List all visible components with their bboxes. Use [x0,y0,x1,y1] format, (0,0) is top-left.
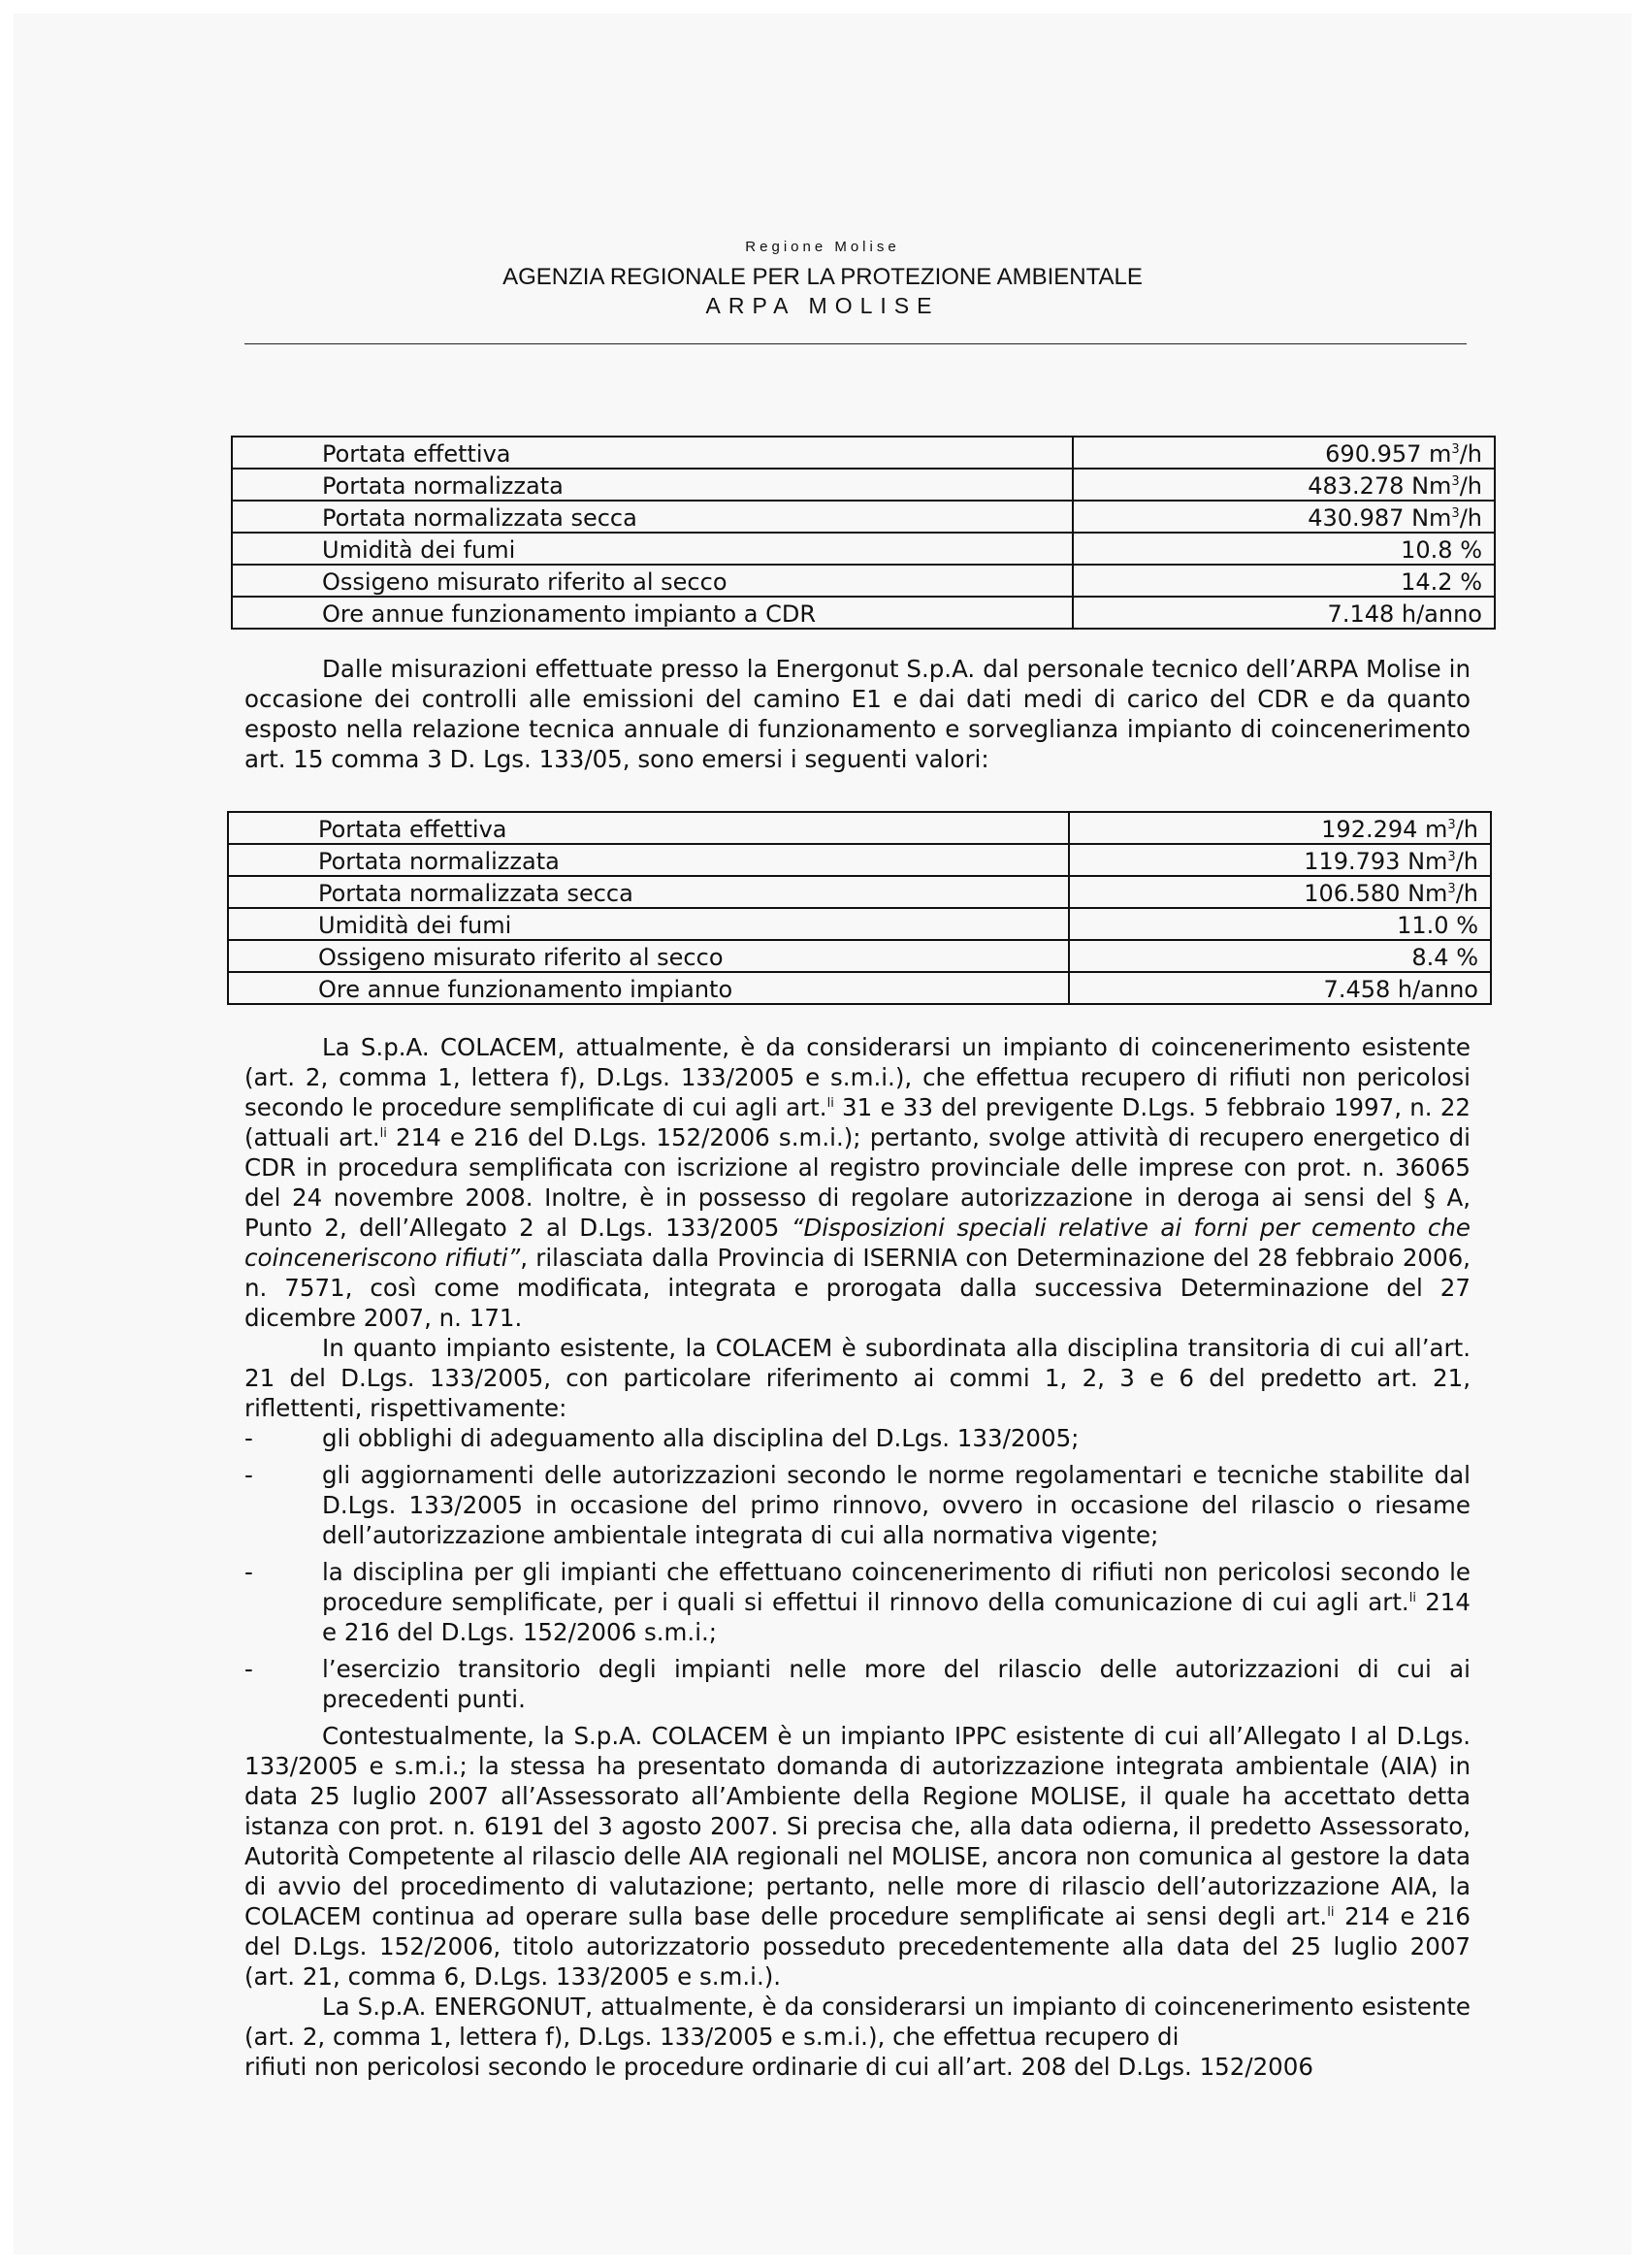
table-row [232,501,1495,533]
value-unit: Nm [1400,848,1448,875]
superscript: li [1408,1591,1416,1605]
paragraph-transitory-discipline: In quanto impianto esistente, la COLACEM è subordinata alla disciplina transitoria di cui all’art. 21 del D.Lgs. 133/2005, con particolare riferimento ai commi 1, 2, 3 e 6 del predetto art. 21, riflettenti, rispettivamente: [244,1334,1471,1422]
value-number: 7.148 h/anno [1327,600,1482,628]
value-unit: Nm [1400,880,1448,907]
row-label: Ossigeno misurato riferito al secco [228,940,1069,972]
row-label: Portata effettiva [232,437,1073,469]
unit-exponent: 3 [1451,506,1460,521]
value-unit: /h [1459,440,1482,468]
row-label: Ore annue funzionamento impianto [228,972,1069,1004]
list-item [244,1654,1471,1714]
row-value [1073,437,1495,469]
bullet-marker: - [244,1424,253,1452]
intro-paragraph: Dalle misurazioni effettuate presso la Energonut S.p.A. dal personale tecnico dell’ARPA Molise in occasione dei controlli alle emissioni del camino E1 e dai dati medi di carico del CDR e da quanto esposto nella relazione tecnica annuale di funzionamento e sorveglianza impianto di coincenerimento art. 15 comma 3 D. Lgs. 133/05, sono emersi i seguenti valori: [244,655,1471,773]
value-number: 11.0 % [1397,912,1478,939]
paragraph-ippc [244,1721,1471,1992]
table-row [228,876,1491,908]
value-number: 106.580 [1304,880,1401,907]
row-label: Portata normalizzata [232,469,1073,501]
value-number: 7.458 h/anno [1323,976,1478,1003]
value-number: 690.957 [1325,440,1422,468]
row-value [1073,469,1495,501]
row-label: Portata normalizzata [228,844,1069,876]
superscript: li [379,1126,387,1141]
row-value [1069,812,1491,844]
row-value [1069,908,1491,940]
superscript: li [826,1096,834,1111]
unit-exponent: 3 [1451,474,1460,489]
list-item-text: la disciplina per gli impianti che effettuano coincenerimento di rifiuti non pericolosi secondo le procedure semplificate, per i quali si effettui il rinnovo della comunicazione di cui agli art. [322,1558,1471,1616]
list-item-text: 214 e 216 del D.Lgs. 152/2006 s.m.i.; [322,1588,1471,1646]
row-label: Ore annue funzionamento impianto a CDR [232,597,1073,629]
value-number: 192.294 [1321,816,1418,843]
header-divider [244,343,1467,344]
value-unit: /h [1455,880,1478,907]
document-page [14,14,1632,2254]
value-unit: /h [1459,472,1482,500]
agency-name: AGENZIA REGIONALE PER LA PROTEZIONE AMBIENTALE [502,264,1143,290]
bullet-marker: - [244,1655,253,1683]
value-number: 119.793 [1304,848,1401,875]
unit-exponent: 3 [1447,818,1456,832]
text-run: La S.p.A. COLACEM, attualmente, è da considerarsi un impianto di coincenerimento esistente (art. 2, comma 1, lettera f), D.Lgs. 133/2005 e s.m.i.), che effettua recupero di rifiuti non pericolosi secondo le procedure semplificate di cui agli art. [244,1033,1471,1121]
list-item [244,1557,1471,1647]
table-row [232,533,1495,565]
value-number: 8.4 % [1411,944,1478,971]
list-item-text: gli aggiornamenti delle autorizzazioni secondo le norme regolamentari e tecniche stabilite dal D.Lgs. 133/2005 in occasione del primo rinnovo, ovvero in occasione del rilascio o riesame dell’autorizzazione ambientale integrata di cui alla normativa vigente; [322,1461,1471,1549]
text-run: 31 e 33 del previgente D.Lgs. 5 febbraio 1997, n. 22 (attuali art. [244,1093,1471,1151]
paragraph-colacem-status [244,1032,1471,1333]
table-row [228,972,1491,1004]
region-name: Regione Molise [745,239,900,255]
value-number: 10.8 % [1401,536,1482,564]
list-item-text: l’esercizio transitorio degli impianti nelle more del rilascio delle autorizzazioni di cui ai precedenti punti. [322,1655,1471,1713]
value-unit: m [1417,816,1448,843]
row-label: Umidità dei fumi [232,533,1073,565]
value-number: 14.2 % [1401,568,1482,596]
table-row [228,908,1491,940]
list-item [244,1423,1471,1453]
table-row [232,437,1495,469]
row-label: Portata normalizzata secca [232,501,1073,533]
row-value [1069,844,1491,876]
row-value [1069,972,1491,1004]
bullet-marker: - [244,1558,253,1586]
row-label: Portata effettiva [228,812,1069,844]
row-value [1073,533,1495,565]
table-row [228,940,1491,972]
row-label: Portata normalizzata secca [228,876,1069,908]
text-run: 214 e 216 del D.Lgs. 152/2006, titolo autorizzatorio posseduto precedentemente alla data del 25 luglio 2007 (art. 21, comma 6, D.Lgs. 133/2005 e s.m.i.). [244,1902,1471,1991]
measurements-table-2 [227,811,1492,1005]
value-unit: Nm [1404,504,1452,532]
row-value [1073,501,1495,533]
table-row [232,565,1495,597]
table-row [232,469,1495,501]
measurements-table-1 [231,436,1496,630]
text-run: , rilasciata dalla Provincia di ISERNIA con Determinazione del 28 febbraio 2006, n. 7571, così come modificata, integrata e prorogata dalla successiva Determinazione del 27 dicembre 2007, n. 171. [244,1244,1471,1332]
body-text [244,1032,1471,2081]
row-value [1073,597,1495,629]
bullet-list [244,1423,1471,1714]
bullet-marker: - [244,1461,253,1489]
row-value [1069,940,1491,972]
value-unit: /h [1459,504,1482,532]
unit-exponent: 3 [1447,882,1456,896]
text-run: Contestualmente, la S.p.A. COLACEM è un impianto IPPC esistente di cui all’Allegato I al D.Lgs. 133/2005 e s.m.i.; la stessa ha presentato domanda di autorizzazione integrata ambientale (AIA) in data 25 luglio 2007 all’Assessorato all’Ambiente della Regione MOLISE, il quale ha accettato detta istanza con prot. n. 6191 del 3 agosto 2007. Si precisa che, alla data odierna, il predetto Assessorato, Autorità Competente al rilascio delle AIA regionali nel MOLISE, ancora non comunica al gestore la data di avvio del procedimento di valutazione; pertanto, nelle more di rilascio dell’autorizzazione AIA, la COLACEM continua ad operare sulla base delle procedure semplificate ai sensi degli art. [244,1722,1471,1930]
value-unit: /h [1455,848,1478,875]
text-run: 214 e 216 del D.Lgs. 152/2006 s.m.i.); pertanto, svolge attività di recupero energetico di CDR in procedura semplificata con iscrizione al registro provinciale delle imprese con prot. n. 36065 del 24 novembre 2008. Inoltre, è in possesso di regolare autorizzazione in deroga ai sensi del § A, Punto 2, dell’Allegato 2 al D.Lgs. 133/2005 [244,1123,1471,1242]
agency-acronym: ARPA MOLISE [705,293,940,318]
value-unit: /h [1455,816,1478,843]
table-row [232,597,1495,629]
value-unit: Nm [1404,472,1452,500]
row-label: Umidità dei fumi [228,908,1069,940]
table-row [228,812,1491,844]
row-label: Ossigeno misurato riferito al secco [232,565,1073,597]
paragraph-energonut: La S.p.A. ENERGONUT, attualmente, è da considerarsi un impianto di coincenerimento esistente (art. 2, comma 1, lettera f), D.Lgs. 133/2005 e s.m.i.), che effettua recupero di [244,1993,1471,2051]
list-item [244,1460,1471,1550]
table-row [228,844,1491,876]
superscript: li [1327,1905,1335,1920]
value-number: 430.987 [1308,504,1405,532]
italic-quote: “Disposizioni speciali relative ai forni per cemento che coinceneriscono rifiuti” [244,1214,1471,1272]
value-unit: m [1421,440,1452,468]
value-number: 483.278 [1308,472,1405,500]
list-item-text: gli obblighi di adeguamento alla disciplina del D.Lgs. 133/2005; [322,1424,1080,1452]
unit-exponent: 3 [1451,442,1460,457]
row-value [1069,876,1491,908]
row-value [1073,565,1495,597]
cut-off-line: rifiuti non pericolosi secondo le procedure ordinarie di cui all’art. 208 del D.Lgs. 152/2006 [244,2053,1313,2081]
unit-exponent: 3 [1447,850,1456,864]
